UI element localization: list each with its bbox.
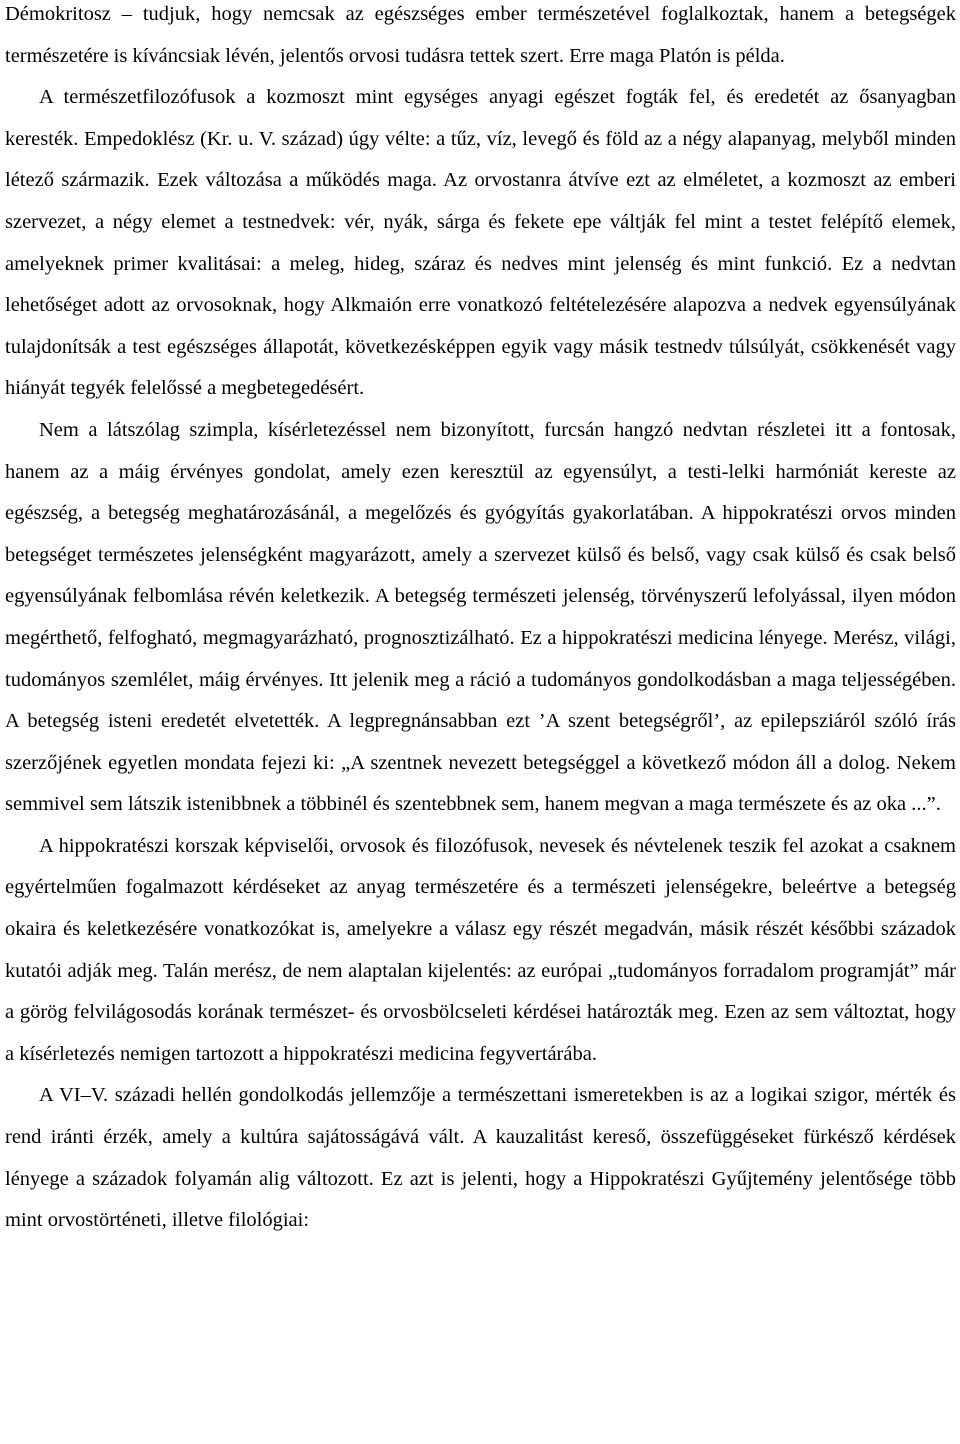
paragraph-hellenic-thought: A VI–V. századi hellén gondolkodás jellemzője a természettani ismeretekben is az a logikai szigor, mérték és rend iránti érzék, amely a kultúra sajátosságává vált. A kauzalitást kereső, összefüggéseket fürkésző kérdések lényege a századok folyamán alig változott. Ez azt is jelenti, hogy a Hippokratészi Gyűjtemény jelentősége több mint orvostörténeti, illetve filológiai: <box>5 1084 956 1232</box>
paragraph-humoral-theory: Nem a látszólag szimpla, kísérletezéssel nem bizonyított, furcsán hangzó nedvtan részletei itt a fontosak, hanem az a máig érvényes gondolat, amely ezen keresztül az egyensúlyt, a testi-lelki harmóniát kereste az egészség, a betegség meghatározásánál, a megelőzés és gyógyítás gyakorlatában. A hippokratészi orvos minden betegséget természetes jelenségként magyarázott, amely a szervezet külső és belső, vagy csak külső és csak belső egyensúlyának felbomlása révén keletkezik. A betegség természeti jelenség, törvényszerű lefolyással, ilyen módon megérthető, felfogható, megmagyarázható, prognosztizálható. Ez a hippokratészi medicina lényege. Merész, világi, tudományos szemlélet, máig érvényes. Itt jelenik meg a ráció a tudományos gondolkodásban a maga teljességében. A betegség isteni eredetét elvetették. A legpregnánsabban ezt ’A szent betegségről’, az epilepsziáról szóló írás szerzőjének egyetlen mondata fejezi ki: „A szentnek nevezett betegséggel a következő módon áll a dolog. Nekem semmivel sem látszik istenibbnek a többinél és szentebbnek sem, hanem megvan a maga természete és az oka ...”. <box>5 418 956 816</box>
document-page <box>5 0 956 1444</box>
paragraph-natural-philosophers: A természetfilozófusok a kozmoszt mint egységes anyagi egészet fogták fel, és eredetét az ősanyagban keresték. Empedoklész (Kr. u. V. század) úgy vélte: a tűz, víz, levegő és föld az a négy alapanyag, melyből minden létező származik. Ezek változása a működés maga. Az orvostanra átvíve ezt az elméletet, a kozmoszt az emberi szervezet, a négy elemet a testnedvek: vér, nyák, sárga és fekete epe váltják fel mint a testet felépítő elemek, amelyeknek primer kvalitásai: a meleg, hideg, száraz és nedves mint jelenség és mint funkció. Ez a nedvtan lehetőséget adott az orvosoknak, hogy Alkmaión erre vonatkozó feltételezésére alapozva a nedvek egyensúlyának tulajdonítsák a test egészséges állapotát, következésképpen egyik vagy másik testnedv túlsúlyát, csökkenését vagy hiányát tegyék felelőssé a megbetegedésért. <box>5 86 956 400</box>
paragraph-hippocratic-era: A hippokratészi korszak képviselői, orvosok és filozófusok, nevesek és névtelenek teszik fel azokat a csaknem egyértelműen fogalmazott kérdéseket az anyag természetére és a természeti jelenségekre, beleértve a betegség okaira és keletkezésére vonatkozókat is, amelyekre a válasz egy részét megadván, másik részét későbbi századok kutatói adják meg. Talán merész, de nem alaptalan kijelentés: az európai „tudományos forradalom programját” már a görög felvilágosodás korának természet- és orvosbölcseleti kérdései határozták meg. Ezen az sem változtat, hogy a kísérletezés nemigen tartozott a hippokratészi medicina fegyvertárába. <box>5 834 956 1065</box>
paragraph-democritus: Démokritosz – tudjuk, hogy nemcsak az egészséges ember természetével foglalkoztak, hanem a betegségek természetére is kíváncsiak lévén, jelentős orvosi tudásra tettek szert. Erre maga Platón is példa. <box>5 3 956 67</box>
